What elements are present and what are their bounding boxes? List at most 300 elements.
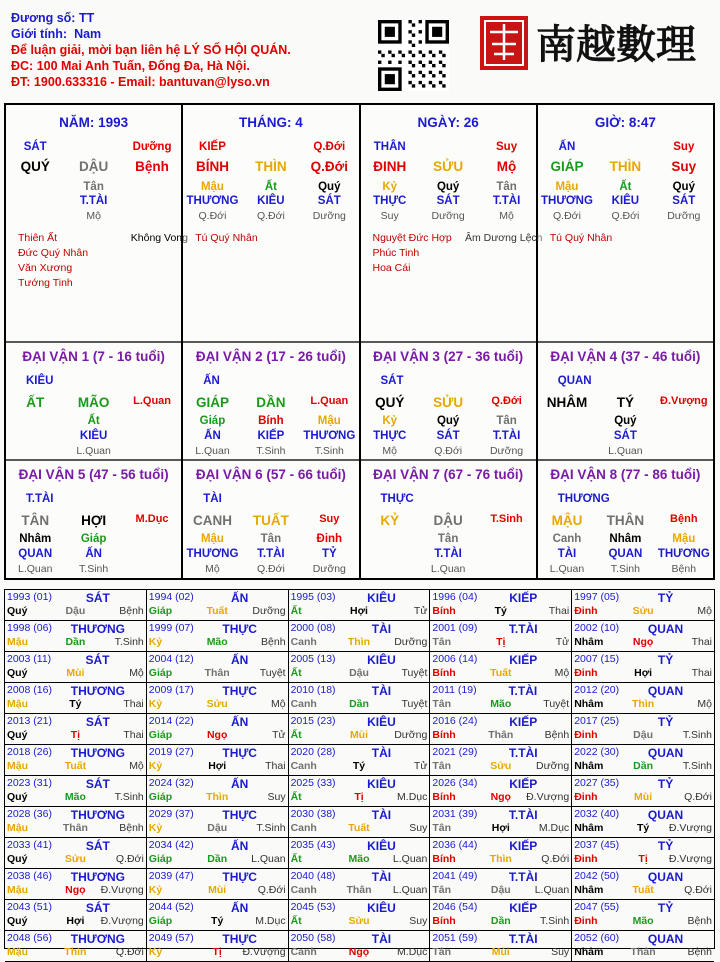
hidden-ten-god (123, 195, 181, 207)
year-stem: Đinh (574, 791, 598, 803)
year-label: 2046 (54) (432, 901, 478, 913)
year-body (432, 667, 569, 681)
earthly-branch: SỬU (433, 159, 464, 174)
year-label: 2027 (35) (574, 777, 620, 789)
dai-van-hidden-row (6, 415, 181, 427)
star-name: Đức Quý Nhân (18, 247, 89, 259)
year-ten-god: TÀI (371, 870, 392, 884)
year-ten-god: ẤN (231, 901, 249, 915)
dai-van-stem-row (183, 513, 358, 528)
year-head (149, 715, 286, 729)
star-name: Nguyệt Đức Hợp (372, 232, 452, 244)
year-branch: Sửu (348, 915, 370, 927)
dai-van-stage-row (6, 445, 181, 457)
pillar-top-row (6, 141, 181, 153)
dai-van-god-row (6, 493, 181, 505)
year-stem: Quý (7, 853, 28, 865)
year-branch: Tị (354, 791, 364, 803)
year-label: 2026 (34) (432, 777, 478, 789)
spacer (475, 493, 536, 505)
hidden-stem: Ất (264, 181, 277, 193)
year-label: 2020 (28) (290, 746, 336, 758)
hidden-stem (538, 415, 596, 427)
year-ten-god: THƯƠNG (70, 932, 125, 946)
year-cell (430, 869, 572, 900)
year-head (432, 901, 569, 915)
hidden-stage: Suy (380, 210, 399, 222)
hidden-stem: Kỷ (382, 415, 398, 427)
hidden-ten-god: T.TÀI (257, 548, 285, 560)
hidden-stem: Quý (614, 415, 637, 427)
hidden-stage: L.Quan (195, 445, 230, 457)
heavenly-stem: CANH (192, 513, 232, 528)
year-body (149, 667, 286, 681)
dai-van-god: T.TÀI (26, 493, 54, 505)
year-cell (572, 745, 714, 776)
year-branch: Mão (490, 698, 512, 710)
year-cell (147, 776, 289, 807)
year-cell (5, 931, 147, 962)
year-head (574, 839, 712, 853)
hidden-stage: Dưỡng (431, 210, 465, 222)
year-ten-god: THỰC (222, 746, 257, 760)
year-body (7, 760, 144, 774)
star-name: Tú Quý Nhân (549, 232, 613, 244)
year-ten-god: TÀI (371, 622, 392, 636)
hidden-stage: Dưỡng (489, 445, 524, 457)
year-stem: Ất (290, 915, 302, 927)
year-head (291, 622, 428, 636)
year-ten-god: KIẾP (509, 839, 538, 853)
year-ten-god: T.TÀI (508, 746, 538, 760)
hidden-ten-god: T.TÀI (492, 195, 521, 207)
owner-line (11, 10, 351, 26)
hidden-stage: T.Sinh (314, 445, 344, 457)
annual-luck-grid (4, 589, 715, 958)
life-stage: Suy (671, 159, 697, 174)
heavenly-stem: ĐINH (373, 159, 407, 174)
stars-list (550, 231, 720, 246)
hidden-stem: Giáp (80, 533, 107, 545)
year-cell (289, 869, 431, 900)
spacer (652, 375, 713, 387)
year-label: 2021 (29) (432, 746, 478, 758)
year-cell (430, 621, 572, 652)
year-cell (572, 776, 714, 807)
year-stem: Quý (7, 667, 28, 679)
year-head (7, 932, 144, 946)
hidden-stage: Mộ (86, 210, 101, 222)
dai-van-stem-row (538, 513, 713, 528)
pillar-title: GIỜ: 8:47 (594, 115, 656, 130)
year-stage: Dưỡng (394, 636, 428, 648)
dai-van-cell (538, 459, 715, 580)
year-cell (572, 931, 714, 962)
year-cell (289, 931, 431, 962)
year-label: 2032 (40) (574, 808, 620, 820)
year-label: 2040 (48) (290, 870, 336, 882)
hidden-ten-god: T.TÀI (492, 430, 521, 442)
year-ten-god: QUAN (647, 870, 684, 884)
hidden-stem: Tân (260, 533, 282, 545)
year-ten-god: KIÊU (367, 715, 396, 729)
year-stem: Canh (290, 822, 317, 834)
year-branch: Ngọ (206, 729, 228, 741)
year-ten-god: T.TÀI (508, 870, 538, 884)
year-body (291, 822, 428, 836)
pillar-hidden-god-row (183, 195, 358, 207)
dai-van-stem-row (183, 395, 358, 410)
dai-van-title: ĐẠI VẬN 8 (77 - 86 tuổi) (550, 467, 701, 482)
year-branch: Ngọ (632, 636, 654, 648)
year-cell (572, 869, 714, 900)
year-branch: Tuất (490, 667, 512, 679)
hidden-stage: T.Sinh (79, 563, 109, 575)
hidden-ten-god (6, 430, 64, 442)
dai-van-hidden-row (538, 533, 713, 545)
earthly-branch: TUẤT (252, 513, 289, 528)
year-stem: Kỷ (148, 636, 163, 648)
star-line (195, 231, 365, 246)
year-stem: Giáp (148, 853, 173, 865)
year-stem: Ất (290, 791, 302, 803)
year-stem: Kỷ (148, 760, 163, 772)
year-cell (289, 807, 431, 838)
hidden-stage: T.Sinh (256, 445, 286, 457)
year-label: 2052 (60) (574, 932, 620, 944)
year-body (149, 698, 286, 712)
dai-van-cell (538, 341, 715, 461)
brand-logo (478, 10, 714, 74)
hidden-ten-god: ẤN (204, 430, 221, 442)
hidden-ten-god: THƯƠNG (540, 195, 593, 207)
year-stage: L.Quan (534, 884, 570, 896)
year-label: 2006 (14) (432, 653, 478, 665)
year-cell (572, 714, 714, 745)
year-stem: Tân (432, 760, 452, 772)
year-branch: Hợi (66, 915, 85, 927)
year-branch: Thìn (206, 791, 229, 803)
year-ten-god: T.TÀI (508, 622, 538, 636)
dai-van-stage-row (361, 563, 536, 575)
four-pillars (4, 103, 715, 343)
heavenly-stem: KỶ (380, 513, 400, 528)
year-cell (5, 869, 147, 900)
year-label: 1998 (06) (7, 622, 52, 634)
year-head (7, 901, 144, 915)
year-ten-god: KIẾP (509, 653, 538, 667)
spacer (53, 493, 117, 505)
year-body (291, 605, 428, 619)
year-stage: Q.Đới (115, 853, 144, 865)
year-head (149, 839, 286, 853)
year-stage: Thai (265, 760, 286, 772)
year-cell (289, 590, 431, 621)
year-cell (147, 683, 289, 714)
star-line (18, 246, 188, 261)
star-line (18, 276, 188, 291)
pillar-cell (538, 103, 715, 343)
hidden-stem: Nhâm (609, 533, 642, 545)
year-cell (289, 683, 431, 714)
dai-van-god-row2 (183, 548, 358, 560)
dai-van-cell (361, 459, 538, 580)
year-cell (147, 807, 289, 838)
dai-van-row-1 (4, 341, 715, 461)
life-stage: Q.Đới (491, 395, 522, 407)
year-stem: Bính (432, 605, 456, 617)
year-body (432, 636, 569, 650)
hidden-stage: Dưỡng (312, 210, 346, 222)
year-ten-god: SÁT (85, 901, 110, 915)
year-ten-god: SÁT (85, 839, 110, 853)
life-stage: Q.Đới (310, 159, 348, 174)
year-label: 2011 (19) (432, 684, 477, 696)
life-stage: T.Sinh (490, 513, 523, 525)
year-branch: Hợi (634, 667, 653, 679)
year-branch: Dần (490, 915, 511, 927)
year-ten-god: ẤN (231, 653, 249, 667)
year-branch: Tị (70, 729, 81, 741)
year-ten-god: TÀI (371, 746, 392, 760)
hidden-ten-god: KIÊU (611, 195, 640, 207)
earthly-branch: THÂN (606, 513, 645, 528)
star-line (373, 231, 543, 246)
year-stem: Nhâm (574, 760, 604, 772)
hidden-stem: Tân (496, 415, 517, 427)
pillar-title: NGÀY: 26 (417, 115, 479, 130)
hidden-stage (6, 445, 64, 457)
year-stem: Bính (432, 853, 456, 865)
dai-van-hidden-row (361, 533, 536, 545)
year-stage: Mộ (129, 760, 144, 772)
dai-van-title: ĐẠI VẬN 1 (7 - 16 tuổi) (22, 349, 165, 364)
star-name: Âm Dương Lệch (464, 232, 543, 244)
year-label: 2049 (57) (148, 932, 194, 944)
year-stem: Giáp (148, 915, 173, 927)
hidden-stem: Tân (83, 181, 104, 193)
year-ten-god: KIÊU (367, 591, 396, 605)
year-branch: Mùi (634, 791, 653, 803)
year-body (432, 605, 569, 619)
hidden-stage (538, 445, 596, 457)
hidden-stem (6, 415, 64, 427)
year-stem: Ất (290, 605, 302, 617)
year-body (574, 760, 712, 774)
year-label: 2034 (42) (148, 839, 194, 851)
year-ten-god: ẤN (231, 777, 249, 791)
pillar-hidden-row (361, 181, 536, 193)
dai-van-hidden-row (361, 415, 536, 427)
year-label: 2024 (32) (148, 777, 194, 789)
pillar-top-row (538, 141, 713, 153)
spacer (404, 375, 470, 387)
heavenly-stem: QUÝ (20, 159, 50, 174)
hidden-stage: L.Quan (608, 445, 643, 457)
hidden-ten-god: SÁT (436, 430, 460, 442)
hidden-stem: Quý (436, 415, 460, 427)
year-ten-god: T.TÀI (508, 684, 538, 698)
year-ten-god: THỰC (222, 932, 257, 946)
year-cell (289, 714, 431, 745)
year-body (149, 853, 286, 867)
hidden-ten-god: T.TÀI (79, 195, 108, 207)
life-stage: Đ.Vượng (660, 395, 708, 407)
dai-van-god-row (183, 493, 358, 505)
year-ten-god: QUAN (647, 808, 684, 822)
dai-van-god-row (6, 375, 181, 387)
year-label: 2047 (55) (574, 901, 620, 913)
hidden-stem: Bính (258, 415, 284, 427)
heavenly-stem: MẬU (551, 513, 583, 528)
spacer (592, 375, 653, 387)
dai-van-cell (183, 341, 360, 461)
year-cell (289, 745, 431, 776)
year-head (7, 839, 144, 853)
year-body (149, 729, 286, 743)
year-ten-god: KIẾP (509, 777, 538, 791)
year-head (291, 777, 428, 791)
year-ten-god: SÁT (85, 591, 110, 605)
year-head (149, 808, 286, 822)
year-head (574, 901, 712, 915)
year-stage: Mộ (697, 605, 712, 617)
year-ten-god: KIẾP (509, 715, 538, 729)
year-branch: Ngọ (65, 884, 86, 896)
heavenly-stem: NHÂM (546, 395, 588, 410)
year-head (432, 715, 569, 729)
year-stage: Đ.Vượng (100, 915, 144, 927)
year-head (149, 684, 286, 698)
year-stage: T.Sinh (539, 915, 570, 927)
spacer (222, 493, 290, 505)
star-name: Thiên Ất (18, 232, 58, 244)
year-stage: Thai (123, 729, 144, 741)
year-label: 2019 (27) (148, 746, 194, 758)
hidden-ten-god (477, 548, 535, 560)
dai-van-stage-row (538, 563, 713, 575)
year-ten-god: KIÊU (367, 653, 396, 667)
star-name: Không Vong (130, 232, 188, 244)
year-body (7, 853, 144, 867)
year-cell (147, 931, 289, 962)
year-ten-god: QUAN (647, 684, 684, 698)
year-branch: Tị (212, 946, 222, 958)
year-body (149, 760, 286, 774)
year-branch: Mão (206, 636, 228, 648)
year-stem: Mậu (7, 884, 28, 896)
dai-van-god-row (361, 375, 536, 387)
year-stem: Canh (290, 636, 317, 648)
year-cell (147, 590, 289, 621)
year-cell (147, 621, 289, 652)
gender-value: Nam (74, 27, 102, 41)
year-branch: Tuất (64, 760, 87, 772)
dai-van-god-row2 (361, 430, 536, 442)
dai-van-god: SÁT (380, 375, 404, 387)
year-stage: Tử (413, 760, 428, 772)
year-cell (430, 900, 572, 931)
year-ten-god: KIÊU (367, 901, 396, 915)
hidden-stage: Q.Đới (198, 210, 227, 222)
year-cell (430, 807, 572, 838)
year-stem: Kỷ (148, 946, 163, 958)
year-label: 2042 (50) (574, 870, 620, 882)
hidden-stage: Q.Đới (553, 210, 581, 222)
pillar-hidden-row (183, 181, 358, 193)
year-label: 2029 (37) (148, 808, 194, 820)
address-line: ĐC: 100 Mai Anh Tuấn, Đống Đa, Hà Nội. (11, 59, 250, 73)
year-label: 2038 (46) (7, 870, 52, 882)
year-label: 2013 (21) (7, 715, 52, 727)
heavenly-stem: ẤT (26, 395, 45, 410)
year-body (149, 605, 286, 619)
year-ten-god: TÀI (371, 684, 392, 698)
pillar-hidden-god-row (6, 195, 181, 207)
chart-header (11, 10, 351, 90)
year-cell (5, 590, 147, 621)
year-label: 2003 (11) (7, 653, 52, 665)
year-stem: Quý (7, 915, 28, 927)
year-body (291, 636, 428, 650)
year-stem: Giáp (148, 729, 173, 741)
year-head (7, 808, 144, 822)
year-stage: Q.Đới (115, 946, 144, 958)
year-head (574, 932, 712, 946)
year-head (432, 746, 569, 760)
earthly-branch: TÝ (616, 395, 635, 410)
hidden-ten-god (655, 430, 713, 442)
year-branch: Tý (211, 915, 224, 927)
earthly-branch: THÌN (255, 159, 287, 174)
year-stem: Canh (290, 698, 317, 710)
year-stage: T.Sinh (256, 822, 286, 834)
year-stage: Thai (123, 698, 144, 710)
year-body (7, 636, 144, 650)
year-stage: Dưỡng (535, 760, 570, 772)
year-body (574, 698, 712, 712)
year-branch: Dậu (633, 729, 654, 741)
year-body (432, 791, 569, 805)
year-label: 2005 (13) (290, 653, 336, 665)
year-stage: T.Sinh (114, 636, 144, 648)
year-head (574, 715, 712, 729)
year-branch: Dậu (65, 605, 86, 617)
pillar-title: NĂM: 1993 (59, 115, 129, 130)
dai-van-title: ĐẠI VẬN 5 (47 - 56 tuổi) (18, 467, 169, 482)
dai-van-stem-row (6, 513, 181, 528)
dai-van-title: ĐẠI VẬN 2 (17 - 26 tuổi) (195, 349, 346, 364)
year-cell (5, 683, 147, 714)
heavenly-stem: BÍNH (195, 159, 229, 174)
year-branch: Hợi (350, 605, 368, 617)
hidden-ten-god: T.TÀI (434, 548, 462, 560)
year-head (7, 870, 144, 884)
year-branch: Tị (496, 636, 506, 648)
year-stem: Ất (290, 853, 302, 865)
pillar-hidden-row (6, 181, 181, 193)
year-head (432, 653, 569, 667)
year-ten-god: T.TÀI (508, 932, 538, 946)
year-ten-god: SÁT (85, 715, 110, 729)
year-head (291, 901, 428, 915)
year-cell (5, 838, 147, 869)
year-branch: Thìn (489, 853, 512, 865)
year-cell (289, 652, 431, 683)
hidden-stage: Q.Đới (256, 210, 285, 222)
year-stage: Bệnh (687, 946, 712, 958)
year-stem: Tân (432, 822, 452, 834)
